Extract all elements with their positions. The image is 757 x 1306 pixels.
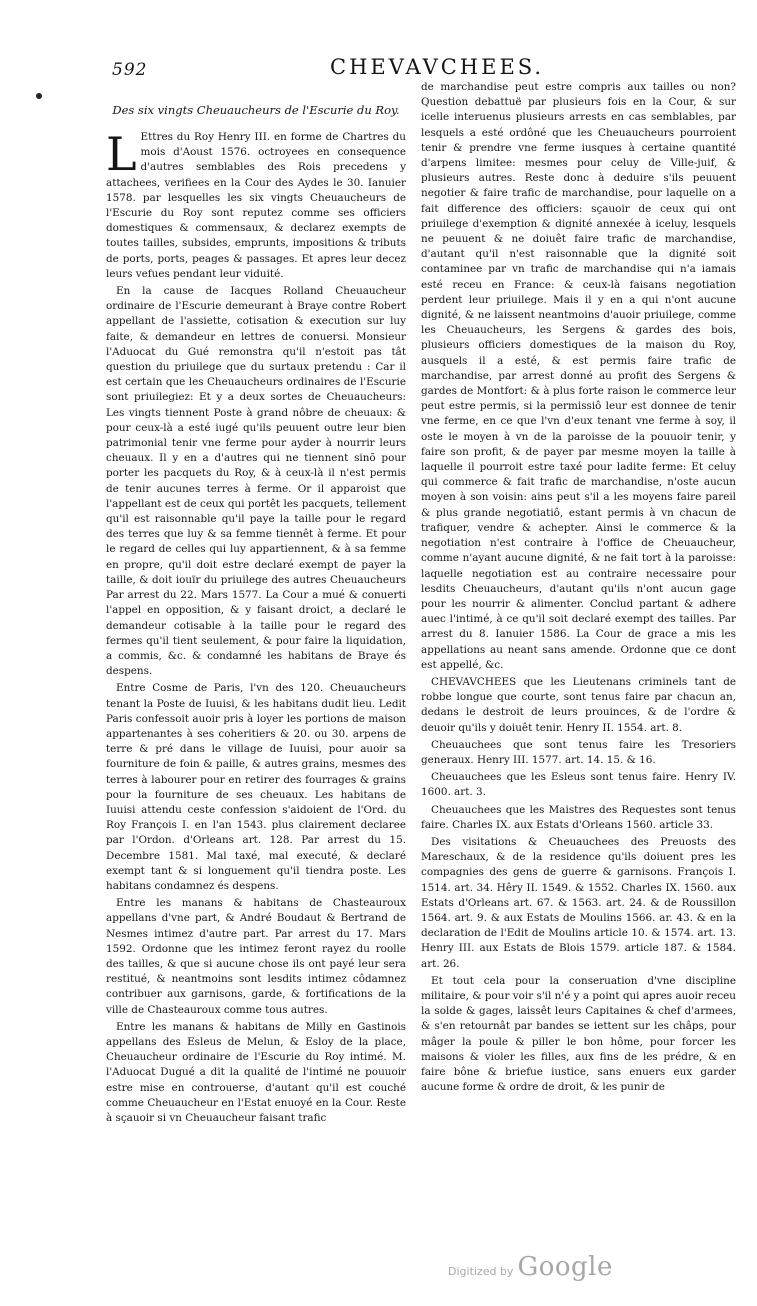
section-heading: Des six vingts Cheuaucheurs de l'Escurie du Roy.: [112, 103, 400, 117]
paragraph: Cheuauchees que les Maistres des Requestes sont tenus faire. Charles IX. aux Estats d'Orleans 1560. article 33.: [421, 803, 736, 831]
paragraph: de marchandise peut estre compris aux tailles ou non? Question debattuë par plusieurs fois en la Cour, & sur icelle interuenus plusieurs arrests en cas semblables, par lesquels a esté ordôné que les Cheuaucheurs pourroient tenir & prendre vne ferme iusques à certaine quantité d'arpens limitee: mesmes pour celuy de Ville-juif, & plusieurs autres. Reste donc à deduire s'ils peuuent negotier & faire trafic de marchandise, pour laquelle on a fait difference des officiers: sçauoir de ceux qui ont priuilege d'exemption & dignité annexée à iceluy, lesquels ne peuuent & ne doiuêt faire trafic de marchandise, d'autant qu'il n'est raisonnable que la dignité soit contaminee par vn trafic de marchandise qui n'a iamais esté receu en France: & ceux-là faisans negotiation perdent leur priuilege. Mais il y en a qui n'ont aucune dignité, & ne laissent neantmoins d'auoir priuilege, comme les Cheuaucheurs, les Sergens & gardes des bois, plusieurs officiers domestiques de la maison du Roy, ausquels il a esté, & est permis faire trafic de marchandise, par arrest donné au profit des Sergens & gardes de Montfort: & à plus forte raison le commerce leur peut estre permis, si la permissiô leur est donnee de tenir vne ferme, en ce que l'vn d'eux tenant vne ferme à soy, il oste le moyen à vn de la paroisse de la pouuoir tenir, y faire son profit, & de payer par mesme moyen la taille à laquelle il pourroit estre taxé pour ladite ferme: Et celuy qui commerce & fait trafic de marchandise, n'oste aucun moyen à son voisin: ains peut s'il a les moyens faire pareil & plus grande negotiatiô, estant permis à vn chacun de trafiquer, vendre & achepter. Ainsi le commerce & la negotiation n'est contraire à l'office de Cheuaucheur, comme n'ayant aucune dignité, & ne fait tort à la paroisse: laquelle negotiation est au contraire necessaire pour lesdits Cheuaucheurs, d'autant qu'ils n'ont aucun gage pour les nourrir & alimenter. Conclud partant & adhere auec l'intimé, à ce qu'il soit declaré exempt des tailles. Par arrest du 8. Ianuier 1586. La Cour de grace a mis les appellations au neant sans amende. Ordonne que ce dont est appellé, &c.: [421, 81, 736, 671]
digitized-by-text: Digitized by: [448, 1265, 514, 1278]
drop-cap: L: [106, 127, 137, 181]
google-logo: Google: [517, 1252, 613, 1282]
digitized-watermark: [448, 1252, 613, 1282]
paragraph: Entre Cosme de Paris, l'vn des 120. Cheuaucheurs tenant la Poste de Iuuisi, & les habitans dudit lieu. Ledit Paris confessoit auoir pris à loyer les portions de maison appartenantes à ses coheritiers & 20. ou 30. arpens de terre & pré dans le village de Iuuisi, pour auoir sa fourniture de foin & paille, & autres grains, mesmes des terres à labourer pour en retirer des fourrages & grains pour la fourniture de ses cheuaux. Les habitans de Iuuisi attendu ceste confession s'aidoient de l'Ord. du Roy François I. en l'an 1543. plus clairement declaree par l'Ordon. d'Orleans art. 128. Par arrest du 15. Decembre 1581. Mal taxé, mal executé, & declaré exempt tant & si longuement qu'il tiendra poste. Les habitans condamnez és despens.: [106, 682, 406, 892]
paragraph: CHEVAVCHEES que les Lieutenans criminels tant de robbe longue que courte, sont tenus faire par chacun an, dedans le destroit de leurs prouinces, & de l'ordre & deuoir qu'ils y doiuêt tenir. Henry II. 1554. art. 8.: [421, 675, 736, 734]
paragraph: En la cause de Iacques Rolland Cheuaucheur ordinaire de l'Escurie demeurant à Braye contre Robert appellant de l'assiette, cotisation & execution sur luy faite, & demandeur en lettres de conuersi. Monsieur l'Aduocat du Gué remonstra qu'il n'estoit pas tât question du priuilege que du surtaux pretendu : Car il est certain que les Cheuaucheurs ordinaires de l'Escurie sont priuilegiez: Et y a deux sortes de Cheuaucheurs: Les vingts tiennent Poste à grand nôbre de cheuaux: & pour ceux-là a esté iugé qu'ils peuuent outre leur bien patrimonial tenir vne ferme pour ayder à nourrir leurs cheuaux. Il y en a d'autres qui ne tiennent sinõ pour porter les pacquets du Roy, & à ceux-là il n'est permis de tenir aucunes terres à ferme. Or il apparoist que l'appellant est de ceux qui portêt les pacquets, tellement qu'il est raisonnable qu'il paye la taille pour le regard des terres que luy & sa femme tiennêt à ferme. Et pour le regard de celles qui luy appartiennent, & à sa femme en propre, qu'il doit estre declaré exempt de payer la taille, & doit iouïr du priuilege des autres Cheuaucheurs Par arrest du 22. Mars 1577. La Cour a mué & conuerti l'appel en opposition, & y faisant droict, a declaré le demandeur cotisable à la taille pour le regard des fermes qu'il tient seulement, & pour faire la liquidation, a commis, &c. & condamné les habitans de Braye és despens.: [106, 285, 406, 678]
ink-spot: [36, 93, 42, 99]
first-paragraph-text: Ettres du Roy Henry III. en forme de Chartres du mois d'Aoust 1576. octroyees en consequence d'autres semblables des Rois precedens y attachees, verifiees en la Cour des Aydes le 30. Ianuier 1578. par lesquelles les six vingts Cheuaucheurs de l'Escurie du Roy sont reputez comme ses officiers domestiques & commensaux, & declarez exempts de toutes tailles, subsides, emprunts, impositions & tributs de ports, ports, peages & passages. Et apres leur decez leurs vefues pendant leur viduité.: [106, 131, 406, 280]
paragraph: Cheuauchees que sont tenus faire les Tresoriers generaux. Henry III. 1577. art. 14. 15. & 16.: [421, 738, 736, 766]
left-column: [106, 82, 406, 1232]
right-column: [421, 80, 736, 1232]
paragraph: Des visitations & Cheuauchees des Preuosts des Mareschaux, & de la residence qu'ils doiuent pres les compagnies des gens de guerre & garnisons. François I. 1514. art. 34. Hêry II. 1549. & 1552. Charles IX. 1560. aux Estats d'Orleans art. 67. & 1563. art. 24. & de Roussillon 1564. art. 9. & aux Estats de Moulins 1566. ar. 43. & en la declaration de l'Edit de Moulins article 10. & 1574. art. 13. Henry III. aux Estats de Blois 1579. article 187. & 1584. art. 26.: [421, 835, 736, 970]
paragraph: Et tout cela pour la conseruation d'vne discipline militaire, & pour voir s'il n'é y a point qui apres auoir receu la solde & gages, laissêt leurs Capitaines & chef d'armees, & s'en retournât par bandes se iettent sur les châps, pour mâger la poule & piller le bon hôme, pour forcer les maisons & violer les filles, aux fins de les prédre, & en faire bône & briefue iustice, sans enuers eux garder aucune forme & ordre de droit, & les punir de: [421, 974, 736, 1094]
running-title: CHEVAVCHEES.: [330, 55, 545, 79]
paragraph: Entre les manans & habitans de Milly en Gastinois appellans des Esleus de Melun, & Esloy de la place, Cheuaucheur ordinaire de l'Escurie du Roy intimé. M. l'Aduocat Dugué a dit la qualité de l'intimé ne pouuoir estre mise en controuerse, d'autant qu'il est couché comme Cheuaucheur en l'Estat enuoyé en la Cour. Reste à sçauoir si vn Cheuaucheur faisant trafic: [106, 1020, 406, 1124]
first-paragraph: [106, 127, 406, 282]
page-number: 592: [112, 60, 148, 80]
paragraph: Cheuauchees que les Esleus sont tenus faire. Henry IV. 1600. art. 3.: [421, 771, 736, 799]
paragraph: Entre les manans & habitans de Chasteauroux appellans d'vne part, & André Boudaut & Bertrand de Nesmes intimez d'autre part. Par arrest du 17. Mars 1592. Ordonne que les intimez feront rayez du roolle des tailles, & que si aucune chose ils ont payé leur sera restitué, & neantmoins sont lesdits intimez côdamnez contribuer aux garnisons, garde, & fortifications de la ville de Chasteauroux comme tous autres.: [106, 897, 406, 1016]
